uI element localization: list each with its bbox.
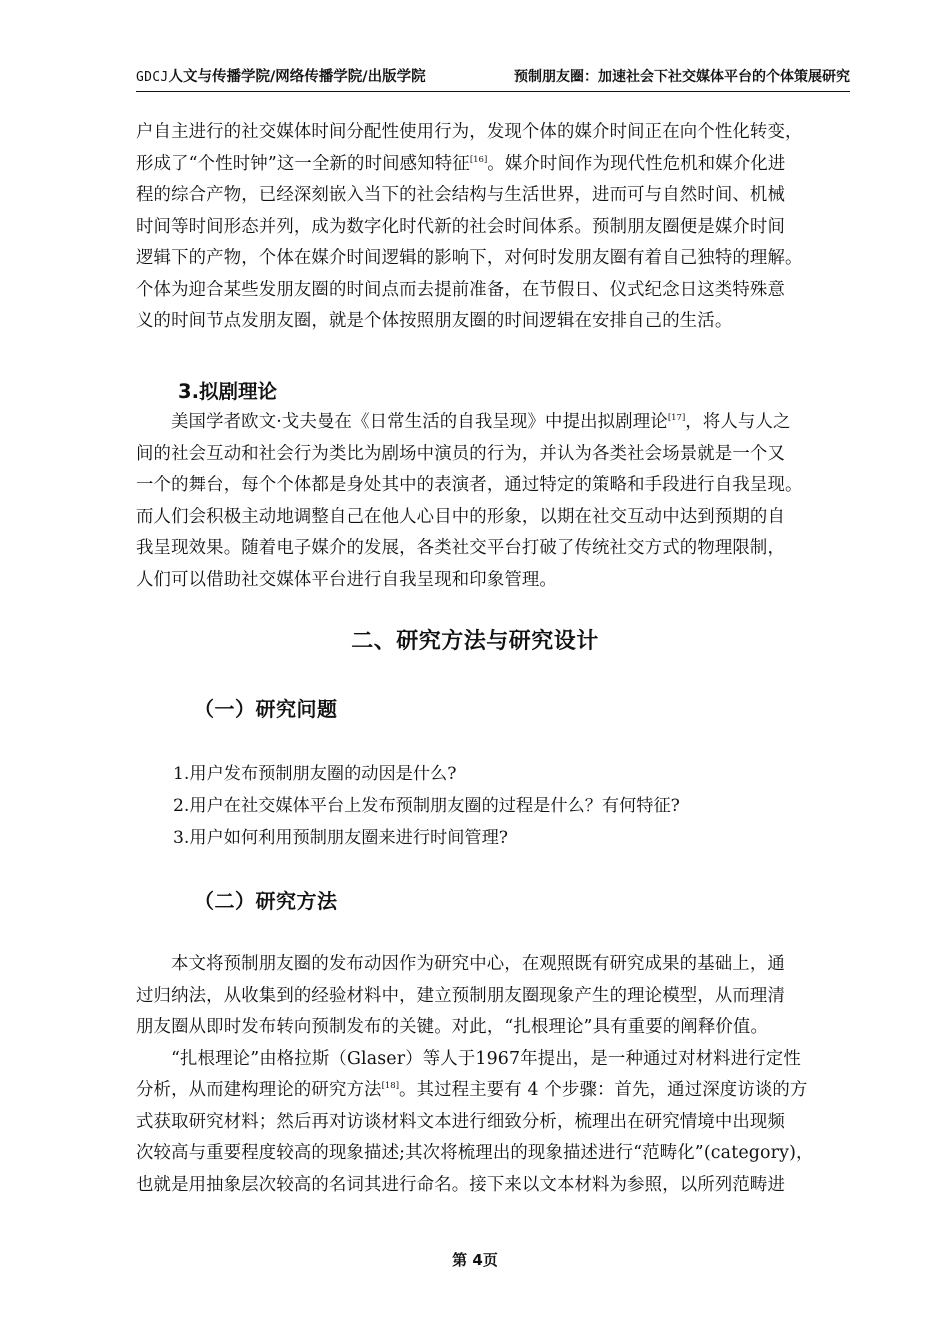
text-line: 程的综合产物，已经深刻嵌入当下的社会结构与生活世界，进而可与自然时间、机械	[136, 185, 786, 205]
text-line: 逻辑下的产物，个体在媒介时间逻辑的影响下，对何时发朋友圈有着自己独特的理解。	[136, 248, 803, 268]
header-divider	[136, 91, 850, 92]
research-questions-list	[173, 758, 680, 854]
text-line: 人们可以借助社交媒体平台进行自我呈现和印象管理。	[136, 569, 557, 590]
dramaturgy-heading: 3.拟剧理论	[178, 380, 277, 403]
running-header	[136, 64, 850, 90]
list-item: 1.用户发布预制朋友圈的动因是什么?	[173, 764, 457, 784]
text-line: 朋友圈从即时发布转向预制发布的关键。对此，“扎根理论”具有重要的阐释价值。	[136, 1017, 769, 1037]
list-item: 3.用户如何利用预制朋友圈来进行时间管理?	[173, 828, 508, 848]
text-line: 。媒介时间作为现代性危机和媒介化进	[487, 153, 786, 174]
header-institution	[136, 64, 426, 91]
text-line: 我呈现效果。随着电子媒介的发展，各类社交平台打破了传统社交方式的物理限制，	[136, 538, 786, 558]
research-method-heading: （二）研究方法	[194, 889, 338, 913]
text-line: “扎根理论”由格拉斯（Glaser）等人于1967年提出，是一种通过对材料进行定性	[171, 1048, 801, 1069]
header-institution-name: 人文与传播学院/网络传播学院/出版学院	[168, 69, 426, 85]
text-line: 美国学者欧文·戈夫曼在《日常生活的自我呈现》中提出拟剧理论	[171, 412, 668, 432]
header-paper-title: 预制朋友圈：加速社会下社交媒体平台的个体策展研究	[514, 69, 850, 85]
header-code: GDCJ	[136, 70, 169, 85]
text-line: 义的时间节点发朋友圈，就是个体按照朋友圈的时间逻辑在安排自己的生活。	[136, 311, 733, 331]
text-line: 而人们会积极主动地调整自己在他人心目中的形象，以期在社交互动中达到预期的自	[136, 506, 786, 527]
text-line: 时间等时间形态并列，成为数字化时代新的社会时间体系。预制朋友圈便是媒介时间	[136, 216, 786, 237]
citation-ref: [18]	[381, 1081, 400, 1091]
text-line: 个体为迎合某些发朋友圈的时间点而去提前准备，在节假日、仪式纪念日这类特殊意	[136, 279, 786, 300]
research-questions-heading: （一）研究问题	[194, 697, 338, 721]
list-item: 2.用户在社交媒体平台上发布预制朋友圈的过程是什么？有何特征?	[173, 796, 680, 816]
text-line: 间的社会互动和社会行为类比为剧场中演员的行为，并认为各类社会场景就是一个又	[136, 443, 786, 464]
text-line: 分析，从而建构理论的研究方法	[136, 1080, 382, 1100]
research-method-paragraph-1	[136, 949, 850, 1201]
text-line: ，将人与人之	[685, 412, 791, 432]
text-line: 次较高与重要程度较高的现象描述;其次将梳理出的现象描述进行“范畴化”(category)，	[136, 1143, 814, 1163]
text-line: 本文将预制朋友圈的发布动因作为研究中心，在观照既有研究成果的基础上，通	[171, 954, 785, 974]
page-number: 第 4页	[452, 1251, 498, 1269]
text-line: 式获取研究材料；然后再对访谈材料文本进行细致分析，梳理出在研究情境中出现频	[136, 1111, 786, 1132]
citation-ref: [16]	[469, 154, 488, 165]
citation-ref: [17]	[667, 413, 686, 423]
dramaturgy-paragraph	[136, 407, 850, 596]
chapter-heading: 二、研究方法与研究设计	[351, 629, 599, 654]
text-line: 过归纳法，从收集到的经验材料中，建立预制朋友圈现象产生的理论模型，从而理清	[136, 985, 786, 1006]
media-time-paragraph	[136, 117, 850, 338]
text-line: 形成了“个性时钟”这一全新的时间感知特征	[136, 153, 470, 174]
text-line: 户自主进行的社交媒体时间分配性使用行为，发现个体的媒介时间正在向个性化转变，	[136, 122, 803, 142]
text-line: 。其过程主要有 4 个步骤：首先，通过深度访谈的方	[399, 1080, 808, 1100]
text-line: 也就是用抽象层次较高的名词其进行命名。接下来以文本材料为参照，以所列范畴进	[136, 1174, 786, 1195]
text-line: 一个的舞台，每个个体都是身处其中的表演者，通过特定的策略和手段进行自我呈现。	[136, 475, 803, 495]
